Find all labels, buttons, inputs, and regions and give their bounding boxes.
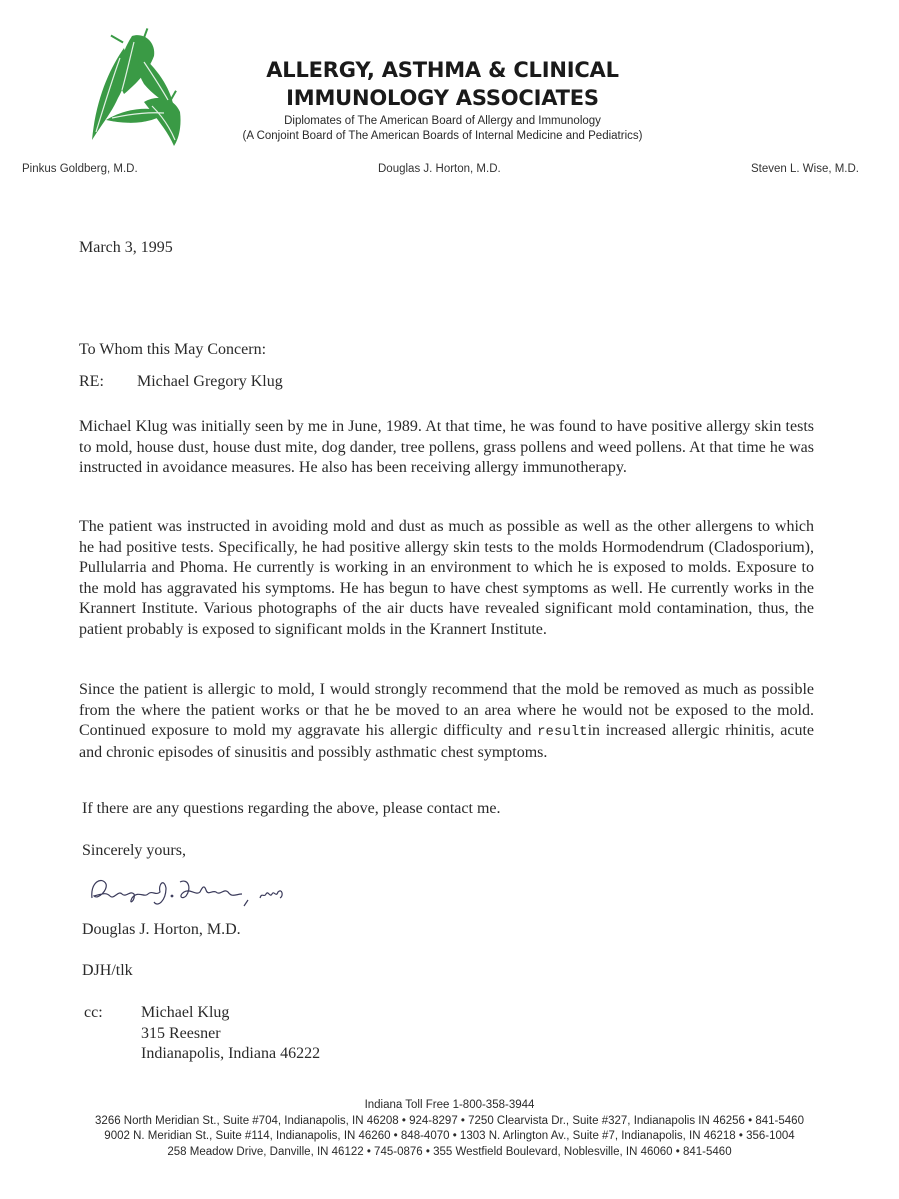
re-subject: Michael Gregory Klug [137,373,283,390]
paragraph-2: The patient was instructed in avoiding mold and dust as much as possible as well as the other allergens to which he had positive tests. Specifically, he had positive allergy skin tests to the molds Hormodendrum (Cladosporium), Pullularria and Phoma. He currently is working in an environment to which he is exposed to molds. Exposure to the mold has aggravated his symptoms. He has begun to have chest symptoms as well. He currently works in the Krannert Institute. Various photographs of the air ducts have revealed significant mold contamination, thus, the patient probably is exposed to significant molds in the Krannert Institute. [79,518,814,638]
green-leaf-a-logo-icon [82,28,192,153]
letter-date: March 3, 1995 [79,239,173,256]
office-addresses-line-2: 9002 N. Meridian St., Suite #114, Indianapolis, IN 46260 • 848-4070 • 1303 N. Arlington Av., Suite #7, Indianapolis, IN 46218 • 356-1004 [104,1130,795,1142]
cc-recipient-name: Michael Klug [141,1004,230,1021]
paragraph-1: Michael Klug was initially seen by me in June, 1989. At that time, he was found to have positive allergy skin tests to mold, house dust, house dust mite, dog dander, tree pollens, grass pollens and weed pollens. At that time he was instructed in avoidance measures. He also has been receiving allergy immunotherapy. [79,418,814,477]
signer-name: Douglas J. Horton, M.D. [82,921,241,938]
cc-block [84,1003,404,1067]
reference-initials: DJH/tlk [82,962,133,979]
diplomates-statement [200,114,685,144]
toll-free-line: Indiana Toll Free 1-800-358-3944 [364,1099,535,1111]
office-addresses-line-1: 3266 North Meridian St., Suite #704, Indianapolis, IN 46208 • 924-8297 • 7250 Clearvista Dr., Suite #327, Indianapolis IN 46256 • 841-5460 [95,1114,804,1127]
doctor-name-right: Steven L. Wise, M.D. [751,163,860,175]
cc-recipient-city: Indianapolis, Indiana 46222 [141,1045,321,1062]
salutation: To Whom this May Concern: [79,341,267,358]
closing: Sincerely yours, [82,842,186,859]
organization-name-line-2: IMMUNOLOGY ASSOCIATES [286,86,599,110]
organization-name [210,56,675,112]
diplomates-line-2: (A Conjoint Board of The American Boards of Internal Medicine and Pediatrics) [242,130,643,142]
letterhead-footer [0,1098,899,1160]
re-label: RE: [79,373,104,390]
office-addresses-line-3: 258 Meadow Drive, Danville, IN 46122 • 745-0876 • 355 Westfield Boulevard, Noblesville, IN 46060 • 841-5460 [167,1145,732,1158]
cc-recipient-street: 315 Reesner [141,1024,221,1042]
handwritten-signature [88,870,308,910]
paragraph-3-part-2: in increased allergic rhinitis, acute and chronic episodes of sinusitis and possibly asthmatic chest symptoms. [79,722,815,761]
paragraph-4: If there are any questions regarding the above, please contact me. [82,800,501,817]
cc-recipient [141,1003,320,1065]
paragraph-3-part-1: Since the patient is allergic to mold, I would strongly recommend that the mold be removed as much as possible from the where the patient works or that he be moved to an area where he would not be exposed to the mold. Continued exposure to mold my aggravate his allergic difficulty and [79,681,814,740]
re-line [79,373,283,391]
cc-label: cc: [84,1004,103,1021]
paragraph-3-typewriter-word: result [537,724,588,741]
doctor-name-left: Pinkus Goldberg, M.D. [22,163,138,175]
doctor-name-center: Douglas J. Horton, M.D. [378,163,501,175]
organization-name-line-1: ALLERGY, ASTHMA & CLINICAL [266,58,619,82]
paragraph-3 [79,680,814,763]
diplomates-line-1: Diplomates of The American Board of Allergy and Immunology [284,115,601,127]
